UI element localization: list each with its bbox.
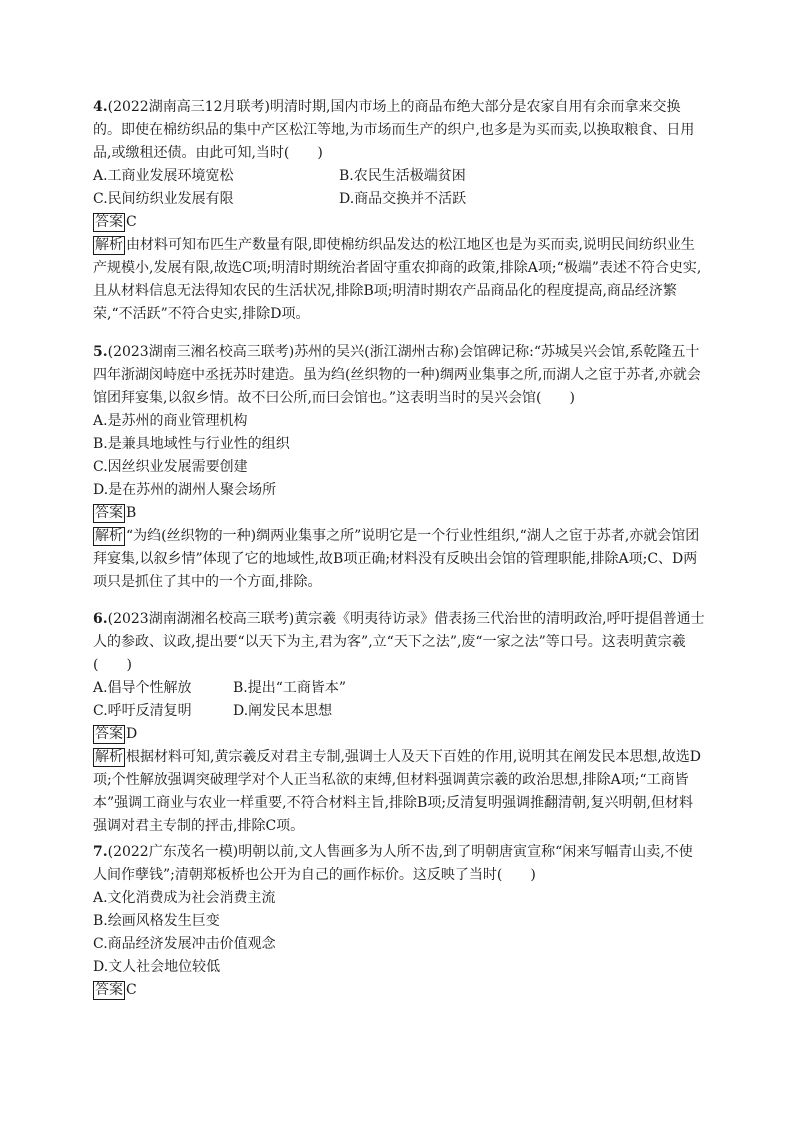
- answer-line: [93, 979, 705, 1002]
- analysis-text: 由材料可知布匹生产数量有限,即使棉纺织品发达的松江地区也是为买而卖,说明民间纺织业生产规模小,发展有限,故选C项;明清时期统治者固守重农抑商的政策,排除A项;“极端”表述不符合史实,且从材料信息无法得知农民的生活状况,排除B项;明清时期农产品商品化的程度提高,商品经济繁荣,“不活跃”不符合史实,排除D项。: [93, 237, 702, 322]
- analysis-tag: 解析: [95, 528, 123, 544]
- analysis-block: [93, 525, 705, 594]
- question-6: [93, 608, 705, 838]
- answer-line: [93, 502, 705, 525]
- question-text: 黄宗羲《明夷待访录》借表扬三代治世的清明政治,呼吁提倡普通士人的参政、议政,提出要“以天下为主,君为客”,立“天下之法”,废“一家之法”等口号。这表明黄宗羲( ): [93, 611, 705, 673]
- option-c: C.民间纺织业发展有限: [93, 191, 234, 207]
- answer-tag: 答案: [95, 505, 123, 521]
- analysis-block: [93, 234, 705, 326]
- question-source: (2023湖南湖湘名校高三联考): [107, 611, 295, 627]
- answer-value: D: [126, 726, 138, 742]
- answer-value: C: [126, 982, 137, 998]
- option-b: B.农民生活极端贫困: [339, 168, 466, 184]
- question-number: 7.: [93, 844, 108, 860]
- option-d: D.是在苏州的湖州人聚会场所: [93, 482, 277, 498]
- answer-line: [93, 723, 705, 746]
- option-list: [93, 410, 705, 502]
- answer-tag: 答案: [95, 726, 123, 742]
- answer-tag: 答案: [95, 982, 123, 998]
- option-a: A.是苏州的商业管理机构: [93, 413, 248, 429]
- option-a: A.工商业发展环境宽松: [93, 168, 234, 184]
- question-stem: [93, 608, 705, 677]
- question-text: 明朝以前,文人售画多为人所不齿,到了明朝唐寅宣称“闲来写幅青山卖,不使人间作孽钱”;清朝郑板桥也公开为自己的画作标价。这反映了当时( ): [93, 844, 693, 883]
- question-7: [93, 841, 705, 1002]
- analysis-tag: 解析: [95, 749, 123, 765]
- question-number: 6.: [93, 611, 108, 627]
- question-number: 5.: [93, 344, 108, 360]
- analysis-text: 根据材料可知,黄宗羲反对君主专制,强调士人及天下百姓的作用,说明其在阐发民本思想,故选D项;个性解放强调突破理学对个人正当私欲的束缚,但材料强调黄宗羲的政治思想,排除A项;“工商皆本”强调工商业与农业一样重要,不符合材料主旨,排除B项;反清复明强调推翻清朝,复兴明朝,但材料强调对君主专制的抨击,排除C项。: [93, 749, 702, 834]
- option-b: B.绘画风格发生巨变: [93, 913, 220, 929]
- analysis-text: “为绉(丝织物的一种)绸两业集事之所”说明它是一个行业性组织,“湖人之宦于苏者,亦就会馆团拜宴集,以叙乡情”体现了它的地域性,故B项正确;材料没有反映出会馆的管理职能,排除A项;C、D两项只是抓住了其中的一个方面,排除。: [93, 528, 700, 590]
- question-stem: [93, 96, 705, 165]
- question-stem: [93, 341, 705, 410]
- question-4: [93, 96, 705, 326]
- option-c: C.呼吁反清复明: [93, 703, 192, 719]
- analysis-tag: 解析: [95, 237, 123, 253]
- option-a: A.倡导个性解放: [93, 680, 192, 696]
- option-c: C.商品经济发展冲击价值观念: [93, 936, 276, 952]
- analysis-block: [93, 746, 705, 838]
- question-source: (2022广东茂名一模): [107, 844, 239, 860]
- answer-tag: 答案: [95, 214, 123, 230]
- question-source: (2022湖南高三12月联考): [107, 99, 270, 115]
- answer-line: [93, 211, 705, 234]
- option-c: C.因丝织业发展需要创建: [93, 459, 248, 475]
- option-b: B.是兼具地域性与行业性的组织: [93, 436, 290, 452]
- option-list: [93, 165, 705, 211]
- option-b: B.提出“工商皆本”: [233, 680, 347, 696]
- option-d: D.商品交换并不活跃: [339, 191, 467, 207]
- option-list: [93, 677, 705, 723]
- option-d: D.文人社会地位较低: [93, 959, 221, 975]
- question-number: 4.: [93, 99, 108, 115]
- option-d: D.阐发民本思想: [233, 703, 333, 719]
- option-list: [93, 887, 705, 979]
- answer-value: C: [126, 214, 137, 230]
- question-5: [93, 341, 705, 594]
- question-text: 明清时期,国内市场上的商品布绝大部分是农家自用有余而拿来交换的。即使在棉纺织品的集中产区松江等地,为市场而生产的织户,也多是为买而卖,以换取粮食、日用品,或缴租还债。由此可知,当时( ): [93, 99, 695, 161]
- question-stem: [93, 841, 705, 887]
- answer-value: B: [126, 505, 137, 521]
- question-source: (2023湖南三湘名校高三联考): [107, 344, 295, 360]
- option-a: A.文化消费成为社会消费主流: [93, 890, 276, 906]
- question-text: 苏州的吴兴(浙江湖州古称)会馆碑记称:“苏城吴兴会馆,系乾隆五十四年浙湖闵峙庭中丞抚苏时建造。虽为绉(丝织物的一种)绸两业集事之所,而湖人之宦于苏者,亦就会馆团拜宴集,以叙乡情。故不曰公所,而曰会馆也。”这表明当时的吴兴会馆( ): [93, 344, 701, 406]
